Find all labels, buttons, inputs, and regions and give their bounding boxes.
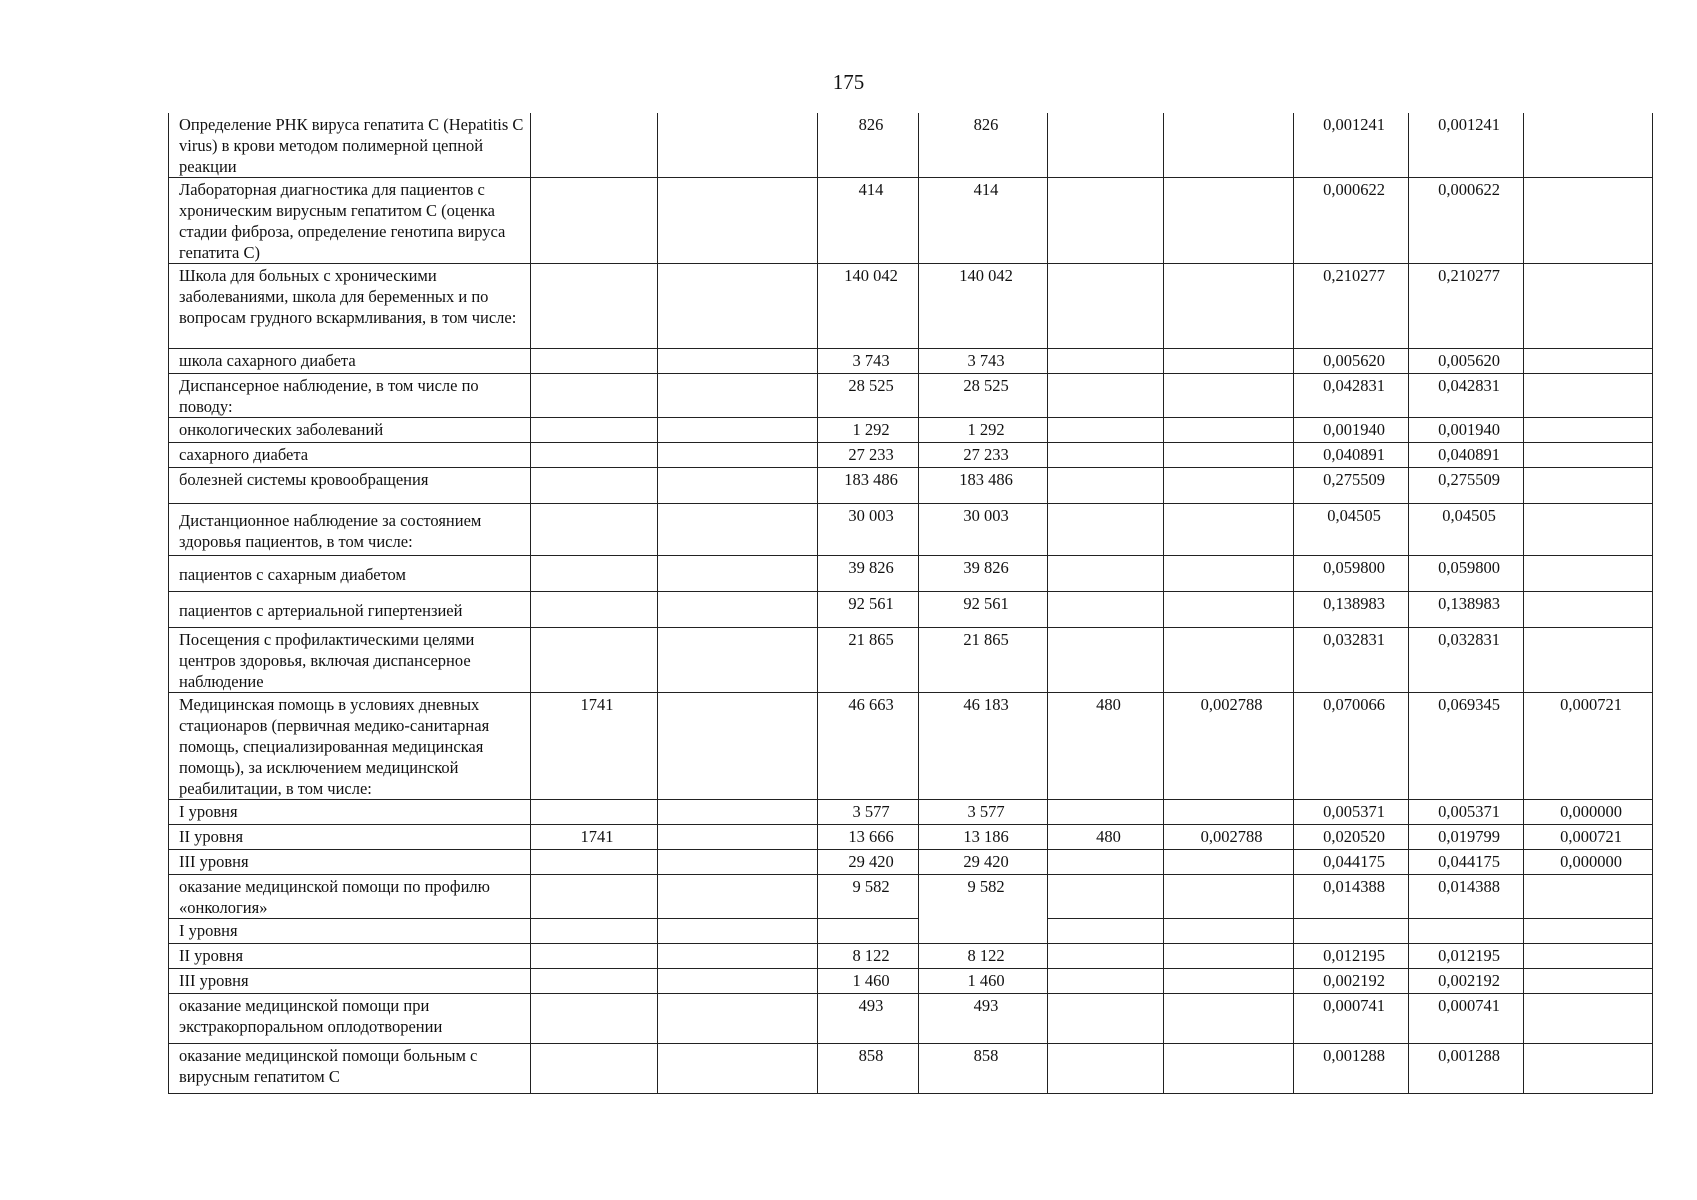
col3-cell [658,504,818,556]
col6-cell [1048,418,1164,443]
row-label: оказание медицинской помощи по профилю «онкология» [169,875,531,919]
col10-cell [1524,264,1653,349]
col3-cell [658,944,818,969]
code-cell [531,1044,658,1094]
col8-cell: 0,001940 [1294,418,1409,443]
col6-cell [1048,944,1164,969]
col8-cell: 0,138983 [1294,592,1409,628]
code-cell [531,468,658,504]
col5-cell: 92 561 [919,592,1048,628]
col7-cell [1164,178,1294,264]
col5-cell: 1 292 [919,418,1048,443]
table-row [169,825,1653,850]
col3-cell [658,919,818,944]
col10-cell [1524,944,1653,969]
col6-cell [1048,264,1164,349]
col10-cell [1524,875,1653,919]
col5-cell: 46 183 [919,693,1048,800]
row-label: онкологических заболеваний [169,418,531,443]
col5-cell: 183 486 [919,468,1048,504]
table-row [169,443,1653,468]
col6-cell: 480 [1048,825,1164,850]
col9-cell: 0,210277 [1409,264,1524,349]
table-row [169,113,1653,178]
row-label: болезней системы кровообращения [169,468,531,504]
total-cell: 1 292 [818,418,919,443]
col3-cell [658,693,818,800]
col6-cell: 480 [1048,693,1164,800]
col10-cell [1524,994,1653,1044]
table-row [169,349,1653,374]
col10-cell [1524,113,1653,178]
table-row [169,944,1653,969]
col8-cell: 0,044175 [1294,850,1409,875]
code-cell [531,443,658,468]
col5-cell: 826 [919,113,1048,178]
code-cell [531,349,658,374]
code-cell [531,418,658,443]
table-row [169,628,1653,693]
col6-cell [1048,178,1164,264]
col6-cell [1048,592,1164,628]
col5-cell: 493 [919,994,1048,1044]
col9-cell: 0,019799 [1409,825,1524,850]
row-label: оказание медицинской помощи больным с вирусным гепатитом С [169,1044,531,1094]
row-label: школа сахарного диабета [169,349,531,374]
col10-cell [1524,468,1653,504]
col5-cell: 29 420 [919,850,1048,875]
col8-cell: 0,040891 [1294,443,1409,468]
col7-cell [1164,592,1294,628]
total-cell: 46 663 [818,693,919,800]
col7-cell [1164,969,1294,994]
table-row [169,994,1653,1044]
col7-cell [1164,800,1294,825]
row-label: Школа для больных с хроническими заболеваниями, школа для беременных и по вопросам грудного вскармливания, в том числе: [169,264,531,349]
code-cell [531,504,658,556]
table-row [169,178,1653,264]
col5-cell: 3 577 [919,800,1048,825]
total-cell: 858 [818,1044,919,1094]
col3-cell [658,443,818,468]
col3-cell [658,592,818,628]
col9-cell: 0,005620 [1409,349,1524,374]
col3-cell [658,994,818,1044]
col10-cell: 0,000000 [1524,850,1653,875]
col8-cell: 0,000741 [1294,994,1409,1044]
col6-cell [1048,504,1164,556]
col9-cell: 0,275509 [1409,468,1524,504]
code-cell [531,850,658,875]
total-cell: 140 042 [818,264,919,349]
table-row [169,556,1653,592]
col3-cell [658,178,818,264]
col3-cell [658,825,818,850]
col3-cell [658,1044,818,1094]
table-row [169,693,1653,800]
col10-cell [1524,592,1653,628]
total-cell: 21 865 [818,628,919,693]
row-label: оказание медицинской помощи при экстракорпоральном оплодотворении [169,994,531,1044]
col7-cell [1164,919,1294,944]
col7-cell [1164,994,1294,1044]
col3-cell [658,374,818,418]
total-cell: 493 [818,994,919,1044]
col7-cell [1164,468,1294,504]
col8-cell: 0,001288 [1294,1044,1409,1094]
col7-cell [1164,628,1294,693]
col3-cell [658,349,818,374]
code-cell [531,944,658,969]
col9-cell: 0,002192 [1409,969,1524,994]
col10-cell: 0,000721 [1524,693,1653,800]
total-cell [818,919,919,944]
col9-cell: 0,001288 [1409,1044,1524,1094]
col3-cell [658,418,818,443]
col8-cell: 0,001241 [1294,113,1409,178]
code-cell [531,994,658,1044]
col6-cell [1048,468,1164,504]
col7-cell [1164,374,1294,418]
col3-cell [658,969,818,994]
col10-cell [1524,349,1653,374]
table-row [169,504,1653,556]
col9-cell: 0,000622 [1409,178,1524,264]
col3-cell [658,468,818,504]
col6-cell [1048,1044,1164,1094]
col8-cell: 0,005620 [1294,349,1409,374]
row-label: II уровня [169,825,531,850]
code-cell [531,374,658,418]
col5-cell: 27 233 [919,443,1048,468]
col10-cell [1524,443,1653,468]
code-cell [531,969,658,994]
total-cell: 414 [818,178,919,264]
code-cell [531,628,658,693]
col9-cell: 0,138983 [1409,592,1524,628]
code-cell [531,556,658,592]
col7-cell: 0,002788 [1164,825,1294,850]
col9-cell: 0,044175 [1409,850,1524,875]
row-label: II уровня [169,944,531,969]
col7-cell [1164,504,1294,556]
row-label: Лабораторная диагностика для пациентов с хроническим вирусным гепатитом С (оценка стадии фиброза, определение генотипа вируса гепатита С) [169,178,531,264]
col9-cell: 0,042831 [1409,374,1524,418]
col5-cell: 21 865 [919,628,1048,693]
col3-cell [658,556,818,592]
col8-cell: 0,005371 [1294,800,1409,825]
col5-cell: 13 186 [919,825,1048,850]
col3-cell [658,113,818,178]
table-row [169,374,1653,418]
col3-cell [658,264,818,349]
page-number: 175 [832,70,865,94]
table-body [169,113,1653,1094]
col6-cell [1048,919,1164,944]
col8-cell: 0,04505 [1294,504,1409,556]
total-cell: 28 525 [818,374,919,418]
code-cell [531,592,658,628]
col10-cell [1524,178,1653,264]
row-label: I уровня [169,800,531,825]
table-row [169,592,1653,628]
row-label: III уровня [169,969,531,994]
col7-cell [1164,1044,1294,1094]
code-cell: 1741 [531,825,658,850]
col6-cell [1048,374,1164,418]
total-cell: 29 420 [818,850,919,875]
col10-cell: 0,000721 [1524,825,1653,850]
table-row [169,875,1653,919]
code-cell: 1741 [531,693,658,800]
col7-cell [1164,944,1294,969]
col7-cell [1164,264,1294,349]
col10-cell [1524,418,1653,443]
col6-cell [1048,969,1164,994]
col5-cell: 140 042 [919,264,1048,349]
col10-cell [1524,504,1653,556]
col5-cell: 30 003 [919,504,1048,556]
code-cell [531,178,658,264]
col10-cell: 0,000000 [1524,800,1653,825]
total-cell: 9 582 [818,875,919,919]
total-cell: 183 486 [818,468,919,504]
col9-cell: 0,012195 [1409,944,1524,969]
col8-cell: 0,000622 [1294,178,1409,264]
col8-cell: 0,059800 [1294,556,1409,592]
table-row [169,1044,1653,1094]
total-cell: 3 743 [818,349,919,374]
col6-cell [1048,113,1164,178]
code-cell [531,919,658,944]
col7-cell [1164,850,1294,875]
col9-cell: 0,005371 [1409,800,1524,825]
col5-cell: 3 743 [919,349,1048,374]
total-cell: 826 [818,113,919,178]
total-cell: 27 233 [818,443,919,468]
col10-cell [1524,1044,1653,1094]
total-cell: 1 460 [818,969,919,994]
col7-cell [1164,875,1294,919]
col9-cell: 0,014388 [1409,875,1524,919]
row-label: Диспансерное наблюдение, в том числе по поводу: [169,374,531,418]
col7-cell [1164,556,1294,592]
col9-cell: 0,040891 [1409,443,1524,468]
col8-cell: 0,020520 [1294,825,1409,850]
row-label: Определение РНК вируса гепатита С (Hepatitis C virus) в крови методом полимерной цепной реакции [169,113,531,178]
col10-cell [1524,919,1653,944]
row-label: сахарного диабета [169,443,531,468]
table-row [169,264,1653,349]
total-cell: 39 826 [818,556,919,592]
col10-cell [1524,969,1653,994]
table-row [169,919,1653,944]
col5-cell: 28 525 [919,374,1048,418]
col8-cell: 0,070066 [1294,693,1409,800]
col5-cell: 8 122 [919,944,1048,969]
total-cell: 92 561 [818,592,919,628]
col3-cell [658,800,818,825]
col6-cell [1048,875,1164,919]
col5-cell: 1 460 [919,969,1048,994]
col3-cell [658,875,818,919]
col5-cell: 39 826 [919,556,1048,592]
code-cell [531,800,658,825]
col7-cell: 0,002788 [1164,693,1294,800]
table-row [169,800,1653,825]
table-row [169,850,1653,875]
col9-cell: 0,04505 [1409,504,1524,556]
col6-cell [1048,349,1164,374]
data-table [168,113,1653,1094]
total-cell: 30 003 [818,504,919,556]
table-row [169,969,1653,994]
col9-cell [1409,919,1524,944]
row-label: пациентов с сахарным диабетом [169,556,531,592]
col9-cell: 0,000741 [1409,994,1524,1044]
code-cell [531,875,658,919]
col7-cell [1164,418,1294,443]
col8-cell: 0,210277 [1294,264,1409,349]
total-cell: 3 577 [818,800,919,825]
col8-cell: 0,275509 [1294,468,1409,504]
table-row [169,468,1653,504]
row-label: III уровня [169,850,531,875]
col3-cell [658,628,818,693]
row-label: Посещения с профилактическими целями центров здоровья, включая диспансерное наблюдение [169,628,531,693]
total-cell: 8 122 [818,944,919,969]
col6-cell [1048,850,1164,875]
col9-cell: 0,032831 [1409,628,1524,693]
row-label: Дистанционное наблюдение за состоянием здоровья пациентов, в том числе: [169,504,531,556]
row-label: пациентов с артериальной гипертензией [169,592,531,628]
col10-cell [1524,628,1653,693]
col5-cell: 858 [919,1044,1048,1094]
row-label: I уровня [169,919,531,944]
col8-cell: 0,042831 [1294,374,1409,418]
col6-cell [1048,994,1164,1044]
table-row [169,418,1653,443]
col5-cell: 414 [919,178,1048,264]
col6-cell [1048,556,1164,592]
col9-cell: 0,059800 [1409,556,1524,592]
col10-cell [1524,374,1653,418]
col7-cell [1164,349,1294,374]
col6-cell [1048,443,1164,468]
col6-cell [1048,628,1164,693]
col6-cell [1048,800,1164,825]
col10-cell [1524,556,1653,592]
col9-cell: 0,069345 [1409,693,1524,800]
col8-cell: 0,032831 [1294,628,1409,693]
col7-cell [1164,443,1294,468]
row-label: Медицинская помощь в условиях дневных стационаров (первичная медико-санитарная помощь, специализированная медицинская помощь), за исключением медицинской реабилитации, в том числе: [169,693,531,800]
col3-cell [658,850,818,875]
col9-cell: 0,001940 [1409,418,1524,443]
code-cell [531,113,658,178]
col7-cell [1164,113,1294,178]
col8-cell: 0,002192 [1294,969,1409,994]
col8-cell: 0,014388 [1294,875,1409,919]
col9-cell: 0,001241 [1409,113,1524,178]
col8-cell: 0,012195 [1294,944,1409,969]
col5-cell: 9 582 [919,875,1048,944]
col8-cell [1294,919,1409,944]
total-cell: 13 666 [818,825,919,850]
code-cell [531,264,658,349]
